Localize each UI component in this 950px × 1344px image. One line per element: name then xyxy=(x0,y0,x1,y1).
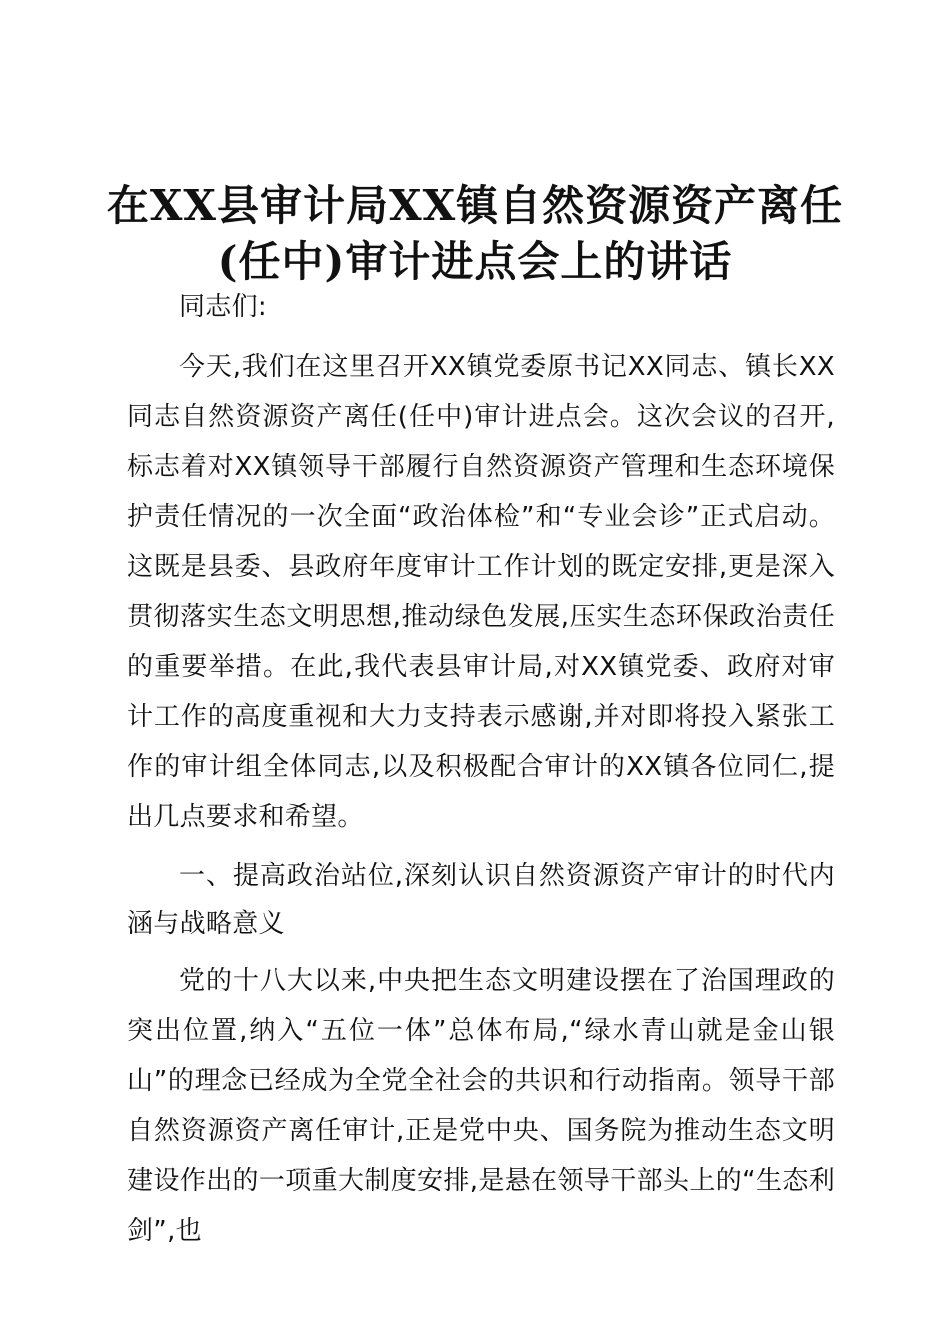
document-title xyxy=(100,178,850,290)
section-heading-1: 一、提高政治站位,深刻认识自然资源资产审计的时代内涵与战略意义 xyxy=(127,861,835,939)
salutation: 同志们: xyxy=(179,292,267,322)
title-line-1: 在XX县审计局XX镇自然资源资产离任 xyxy=(106,181,844,230)
intro-paragraph: 今天,我们在这里召开XX镇党委原书记XX同志、镇长XX同志自然资源资产离任(任中)审计进点会。这次会议的召开,标志着对XX镇领导干部履行自然资源资产管理和生态环境保护责任情况的一次全面“政治体检”和“专业会诊”正式启动。这既是县委、县政府年度审计工作计划的既定安排,更是深入贯彻落实生态文明思想,推动绿色发展,压实生态环保政治责任的重要举措。在此,我代表县审计局,对XX镇党委、政府对审计工作的高度重视和大力支持表示感谢,并对即将投入紧张工作的审计组全体同志,以及积极配合审计的XX镇各位同仁,提出几点要求和希望。 xyxy=(127,352,835,832)
section-paragraph-1: 党的十八大以来,中央把生态文明建设摆在了治国理政的突出位置,纳入“五位一体”总体布局,“绿水青山就是金山银山”的理念已经成为全党全社会的共识和行动指南。领导干部自然资源资产离任审计,正是党中央、国务院为推动生态文明建设作出的一项重大制度安排,是悬在领导干部头上的“生态利剑”,也 xyxy=(127,966,835,1246)
document-body xyxy=(127,282,835,1256)
title-line-2: (任中)审计进点会上的讲话 xyxy=(217,237,733,286)
